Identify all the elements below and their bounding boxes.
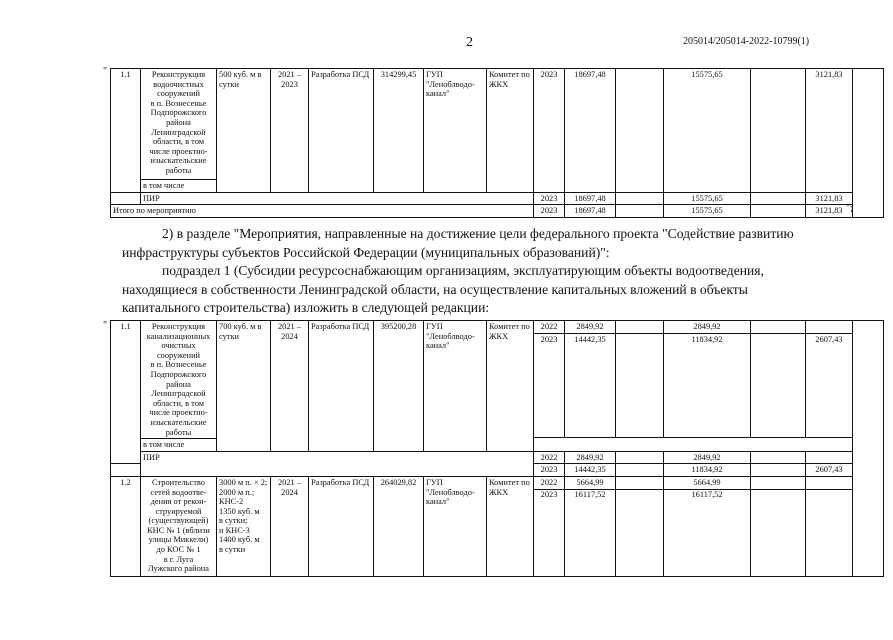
cost: 314299,45 xyxy=(374,69,424,193)
object-name: Реконструкция водоочистных сооружений в п. Вознесенье Подпорожского района Ленинградской области, в том числе проектно- изыскательские работы xyxy=(141,69,217,180)
document-id: 205014/205014-2022-10799(1) xyxy=(683,36,810,47)
year: 2023 xyxy=(534,69,565,193)
paragraph-2: подраздел 1 (Субсидии ресурсоснабжающим организациям, эксплуатирующим объекты водоотведения, находящиеся в собственности Ленинградской области, на осуществление капитальных вложений в объекты капитального строительства) изложить в следующей редакции: xyxy=(122,263,764,315)
stage: Разработка ПСД xyxy=(309,69,374,193)
total: 18697,48 xyxy=(565,69,616,193)
object-name: Реконструкция канализационных очистных сооружений в п. Вознесенье Подпорожского района Ленинградской области, в том числе проектно- изыскательские работы xyxy=(141,321,217,439)
capacity: 700 куб. м в сутки xyxy=(217,321,271,452)
table1 xyxy=(110,68,884,218)
customer: ГУП "Леноблводо-канал" xyxy=(424,476,487,576)
capacity: 500 куб. м в сутки xyxy=(217,69,271,193)
pir-row: ПИР 2022 2849,92 2849,92 xyxy=(111,451,884,464)
table1-open-quote: " xyxy=(103,66,108,77)
pir-label: ПИР xyxy=(141,451,534,476)
table2-row-1-2: 1.2 Строительство сетей водоотве- дения от рекон- струируемой (существующей) КНС № 1 (вблизи улицы Миккели) до КОС № 1 в г. Луга Лужского района 3000 м п. × 2; 2000 м п.; КНС-2 1350 куб. м в сутки; и КНС-3 1400 куб. м в сутки 2021 – 2024 Разработка ПСД 264029,82 ГУП "Леноблводо-канал" Комитет по ЖКХ 2022 2023 5664,99 16117,52 5664,99 16117,52 xyxy=(111,476,884,576)
cost: 264029,82 xyxy=(374,476,424,576)
authority: Комитет по ЖКХ xyxy=(487,321,534,452)
period: 2021 – 2023 xyxy=(271,69,309,193)
total-row: Итого по мероприятию 2023 18697,48 15575,65 3121,83 xyxy=(111,205,884,218)
authority: Комитет по ЖКХ xyxy=(487,476,534,576)
pir-label: ПИР xyxy=(141,192,534,205)
table1-close-quote: "; xyxy=(846,203,853,214)
capacity: 3000 м п. × 2; 2000 м п.; КНС-2 1350 куб. м в сутки; и КНС-3 1400 куб. м в сутки xyxy=(217,476,271,576)
period: 2021 – 2024 xyxy=(271,321,309,452)
table2: 1.1 Реконструкция канализационных очистных сооружений в п. Вознесенье Подпорожского района Ленинградской области, в том числе проектно- изыскательские работы 700 куб. м в сутки 2021 – 2024 Разработка ПСД 395200,28 ГУП "Леноблводо-канал" Комитет по ЖКХ 2022 2849,92 2849,92 2023 14442,35 11834,92 2607,43 в том числе ПИР 2022 2849,92 2849,92 2023 14442,35 11834,92 2607,43 1.2 Строительство сетей водоотве- дения от рекон- струируемой (существующей) КНС № 1 (вблизи улицы Миккели) до КОС № 1 в г. Луга Лужского района 3000 м п. × 2; 2000 м п.; КНС-2 1350 куб. м в сутки; и КНС-3 1400 куб. м в сутки 2021 – 2024 Разработка ПСД 264029,82 ГУП "Леноблводо-канал" Комитет по ЖКХ 2022 2023 5664,99 16117,52 5664,99 16117,52 xyxy=(110,320,884,577)
including-label: в том числе xyxy=(141,180,217,193)
page-number: 2 xyxy=(466,35,473,50)
row-number: 1.1 xyxy=(111,321,141,464)
table2-row-1-1: 1.1 Реконструкция канализационных очистных сооружений в п. Вознесенье Подпорожского района Ленинградской области, в том числе проектно- изыскательские работы 700 куб. м в сутки 2021 – 2024 Разработка ПСД 395200,28 ГУП "Леноблводо-канал" Комитет по ЖКХ 2022 2849,92 2849,92 xyxy=(111,321,884,334)
stage: Разработка ПСД xyxy=(309,476,374,576)
row-number: 1.1 xyxy=(111,69,141,193)
cost: 395200,28 xyxy=(374,321,424,452)
pir-row: ПИР 2023 18697,48 15575,65 3121,83 xyxy=(111,192,884,205)
row-number: 1.2 xyxy=(111,476,141,576)
period: 2021 – 2024 xyxy=(271,476,309,576)
table1-row xyxy=(111,69,884,180)
paragraph-1: 2) в разделе "Мероприятия, направленные на достижение цели федерального проекта "Содействие развитию инфраструктуры субъектов Российской Федерации (муниципальных образований)": xyxy=(122,226,794,260)
customer: ГУП "Леноблводо-канал" xyxy=(424,321,487,452)
object-name: Строительство сетей водоотве- дения от рекон- струируемой (существующей) КНС № 1 (вблизи улицы Миккели) до КОС № 1 в г. Луга Лужского района xyxy=(141,476,217,576)
regional-budget: 15575,65 xyxy=(664,69,751,193)
total-label: Итого по мероприятию xyxy=(111,205,534,218)
table2-open-quote: " xyxy=(103,320,108,331)
customer: ГУП "Леноблводо-канал" xyxy=(424,69,487,193)
including-label: в том числе xyxy=(141,439,217,452)
authority: Комитет по ЖКХ xyxy=(487,69,534,193)
local-budget: 3121,83 xyxy=(806,69,853,193)
stage: Разработка ПСД xyxy=(309,321,374,452)
